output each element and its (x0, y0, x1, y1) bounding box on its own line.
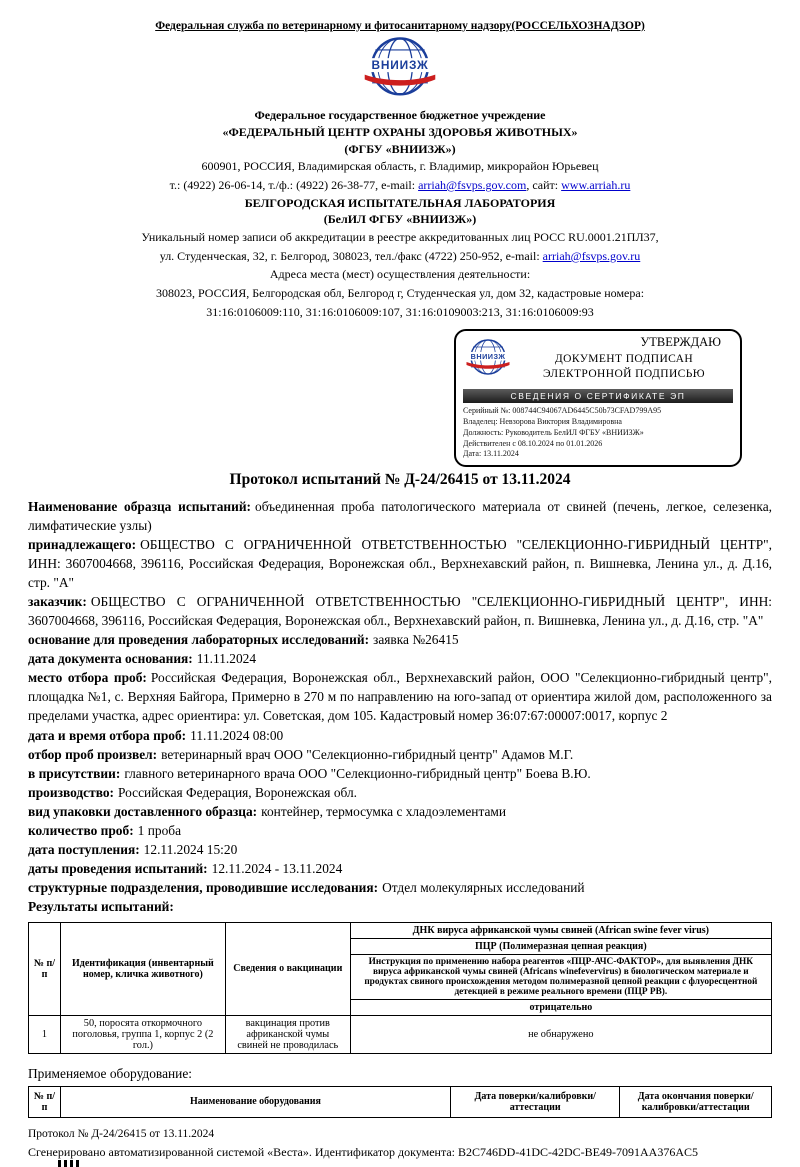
field-test-dates: даты проведения испытаний: 12.11.2024 - 13.11.2024 (28, 860, 343, 876)
certificate-validity: Действителен с 08.10.2024 по 01.01.2026 (463, 438, 603, 448)
field-departments: структурные подразделения, проводившие исследования: Отдел молекулярных исследований (28, 879, 585, 895)
globe-logo-icon (358, 36, 442, 100)
results-table (28, 922, 772, 1054)
contacts-prefix: т.: (4922) 26-06-14, т./ф.: (4922) 26-38-77, e-mail: (169, 177, 419, 192)
site-link[interactable]: www.arriah.ru (561, 177, 631, 192)
certificate-header-bar: СВЕДЕНИЯ О СЕРТИФИКАТЕ ЭП (463, 389, 733, 403)
email-link-main[interactable]: arriah@fsvps.gov.com (418, 177, 527, 192)
eq-col-date: Дата поверки/калибровки/аттестации (451, 1086, 620, 1117)
footer-generated-line: Сгенерировано автоматизированной системой «Веста». Идентификатор документа: B2C746DD-41DC-42DC-BE49-7091AA376AC5 (28, 1145, 698, 1160)
col-header-num: № п/п (29, 922, 61, 1015)
org-type: Федеральное государственное бюджетное учреждение (254, 108, 546, 122)
barcode-fragment (58, 1160, 80, 1167)
field-basis: основание для проведения лабораторных исследований: заявка №26415 (28, 632, 459, 648)
equipment-label: Применяемое оборудование: (28, 1065, 193, 1081)
footer (28, 1126, 772, 1161)
org-contacts (28, 176, 772, 195)
accreditation-line: Уникальный номер записи об аккредитации в реестре аккредитованных лиц РОСС RU.0001.21ПЛ37, (141, 230, 659, 245)
signed-line2: ЭЛЕКТРОННОЙ ПОДПИСЬЮ (543, 368, 705, 381)
e-signature-stamp (454, 329, 742, 467)
site-label: , сайт: (526, 177, 562, 192)
row-identification: 50, поросята откормочного поголовья, группа 1, корпус 2 (2 гол.) (60, 1015, 225, 1053)
method-header: ПЦР (Полимеразная цепная реакция) (350, 938, 771, 954)
logo-text: ВНИИЗЖ (371, 58, 429, 73)
certificate-owner: Владелец: Невзорова Виктория Владимировна (463, 416, 622, 426)
lab-abbr: (БелИЛ ФГБУ «ВНИИЗЖ») (323, 212, 477, 227)
field-customer: заказчик: ОБЩЕСТВО С ОГРАНИЧЕННОЙ ОТВЕТСТВЕННОСТЬЮ "СЕЛЕКЦИОННО-ГИБРИДНЫЙ ЦЕНТР", ИНН: 3607004668, 396116, Российская Федерация, Воронежская обл., Верхнехавский район, п. Вишневка, Ленина ул., д. Д.16, стр. "А" (28, 594, 772, 629)
footer-protocol-number: Протокол № Д-24/26415 от 13.11.2024 (28, 1127, 215, 1140)
agency-name: Федеральная служба по ветеринарному и фитосанитарному надзору(РОССЕЛЬХОЗНАДЗОР) (155, 20, 645, 32)
field-owner: принадлежащего: ОБЩЕСТВО С ОГРАНИЧЕННОЙ ОТВЕТСТВЕННОСТЬЮ "СЕЛЕКЦИОННО-ГИБРИДНЫЙ ЦЕНТР", ИНН: 3607004668, 396116, Российская Федерация, Воронежская обл., Верхнехавский район, п. Вишневка, Ленина ул., д. Д.16, стр. "А" (28, 537, 772, 591)
org-address: 600901, РОССИЯ, Владимирская область, г. Владимир, микрорайон Юрьевец (201, 159, 599, 174)
org-name: «ФЕДЕРАЛЬНЫЙ ЦЕНТР ОХРАНЫ ЗДОРОВЬЯ ЖИВОТНЫХ» (222, 124, 578, 139)
activity-label: Адреса места (мест) осуществления деятельности: (269, 267, 531, 282)
field-witness: в присутствии: главного ветеринарного врача ООО "Селекционно-гибридный центр" Боева В.Ю. (28, 765, 591, 781)
field-packaging: вид упаковки доставленного образца: контейнер, термосумка с хладоэлементами (28, 803, 507, 819)
cadastral-numbers: 31:16:0106009:110, 31:16:0106009:107, 31:16:0109003:213, 31:16:0106009:93 (206, 304, 594, 319)
field-received-date: дата поступления: 12.11.2024 15:20 (28, 841, 238, 857)
eq-col-date-end: Дата окончания поверки/калибровки/аттестации (620, 1086, 772, 1117)
field-sampler: отбор проб произвел: ветеринарный врач ООО "Селекционно-гибридный центр" Адамов М.Г. (28, 746, 574, 762)
certificate-serial: Серийный №: 008744C94067AD6445C50b73CFAD799A95 (463, 406, 662, 416)
globe-logo-small-icon (463, 337, 513, 379)
eq-col-num: № п/п (29, 1086, 61, 1117)
org-abbr: (ФГБУ «ВНИИЗЖ») (344, 141, 456, 156)
col-header-identification: Идентификация (инвентарный номер, кличка животного) (60, 922, 225, 1015)
certificate-date: Дата: 13.11.2024 (463, 449, 519, 459)
row-num: 1 (29, 1015, 61, 1053)
vniizh-logo (28, 36, 772, 105)
row-result: не обнаружено (350, 1015, 771, 1053)
field-sample-name: Наименование образца испытаний: объединенная проба патологического материала от свиней (печень, легкое, селезенка, лимфатические узлы) (28, 499, 772, 534)
email-link-lab[interactable]: arriah@fsvps.gov.ru (542, 248, 641, 263)
table-row (29, 1015, 772, 1053)
field-basis-date: дата документа основания: 11.11.2024 (28, 651, 257, 667)
activity-address: 308023, РОССИЯ, Белгородская обл, Белгород г, Студенческая ул, дом 32, кадастровые номера: (155, 285, 645, 300)
approve-label: УТВЕРЖДАЮ (640, 335, 721, 350)
instruction-header: Инструкция по применению набора реагентов «ПЦР-АЧС-ФАКТОР», для выявления ДНК вируса африканской чумы свиней (Africans winefevervirus) в биологическом материале и продуктах свиного происхождения методом полимеразной цепной реакции с флуоресцентной детекцией в режиме реального времени (ПЦР РВ). (350, 954, 771, 999)
field-sampling-place: место отбора проб: Российская Федерация, Воронежская обл., Верхнехавский район, ООО "Селекционно-гибридный центр", площадка №1, с. Верхняя Байгора, Примерно в 270 м по направлению на юго-запад от ориентира жилой дом, расположенного за пределами участка, адрес ориентира: ул. Советская, дом 105. Кадастровый номер 36:07:67:00007:0017, корпус 2 (28, 670, 773, 724)
equipment-table (28, 1086, 772, 1118)
eq-col-name: Наименование оборудования (60, 1086, 450, 1117)
field-production: производство: Российская Федерация, Воронежская обл. (28, 784, 358, 800)
certificate-position: Должность: Руководитель БелИЛ ФГБУ «ВНИИЗЖ» (463, 427, 644, 437)
stamp-logo (463, 337, 513, 384)
page-title: Протокол испытаний № Д-24/26415 от 13.11.2024 (229, 471, 571, 489)
lab-address (28, 247, 772, 266)
lab-address-prefix: ул. Студенческая, 32, г. Белгород, 308023, тел./факс (4722) 250-952, e-mail: (159, 248, 543, 263)
col-header-vaccination: Сведения о вакцинации (225, 922, 350, 1015)
field-sampling-datetime: дата и время отбора проб: 11.11.2024 08:00 (28, 727, 284, 743)
stamp-logo-text: ВНИИЗЖ (470, 351, 506, 361)
results-label: Результаты испытаний: (28, 898, 174, 914)
test-name-header: ДНК вируса африканской чумы свиней (African swine fever virus) (350, 922, 771, 938)
norm-header: отрицательно (350, 999, 771, 1015)
row-vaccination: вакцинация против африканской чумы свиней не проводилась (225, 1015, 350, 1053)
field-quantity: количество проб: 1 проба (28, 822, 182, 838)
signed-line1: ДОКУМЕНТ ПОДПИСАН (554, 353, 694, 366)
lab-name: БЕЛГОРОДСКАЯ ИСПЫТАТЕЛЬНАЯ ЛАБОРАТОРИЯ (244, 195, 556, 210)
